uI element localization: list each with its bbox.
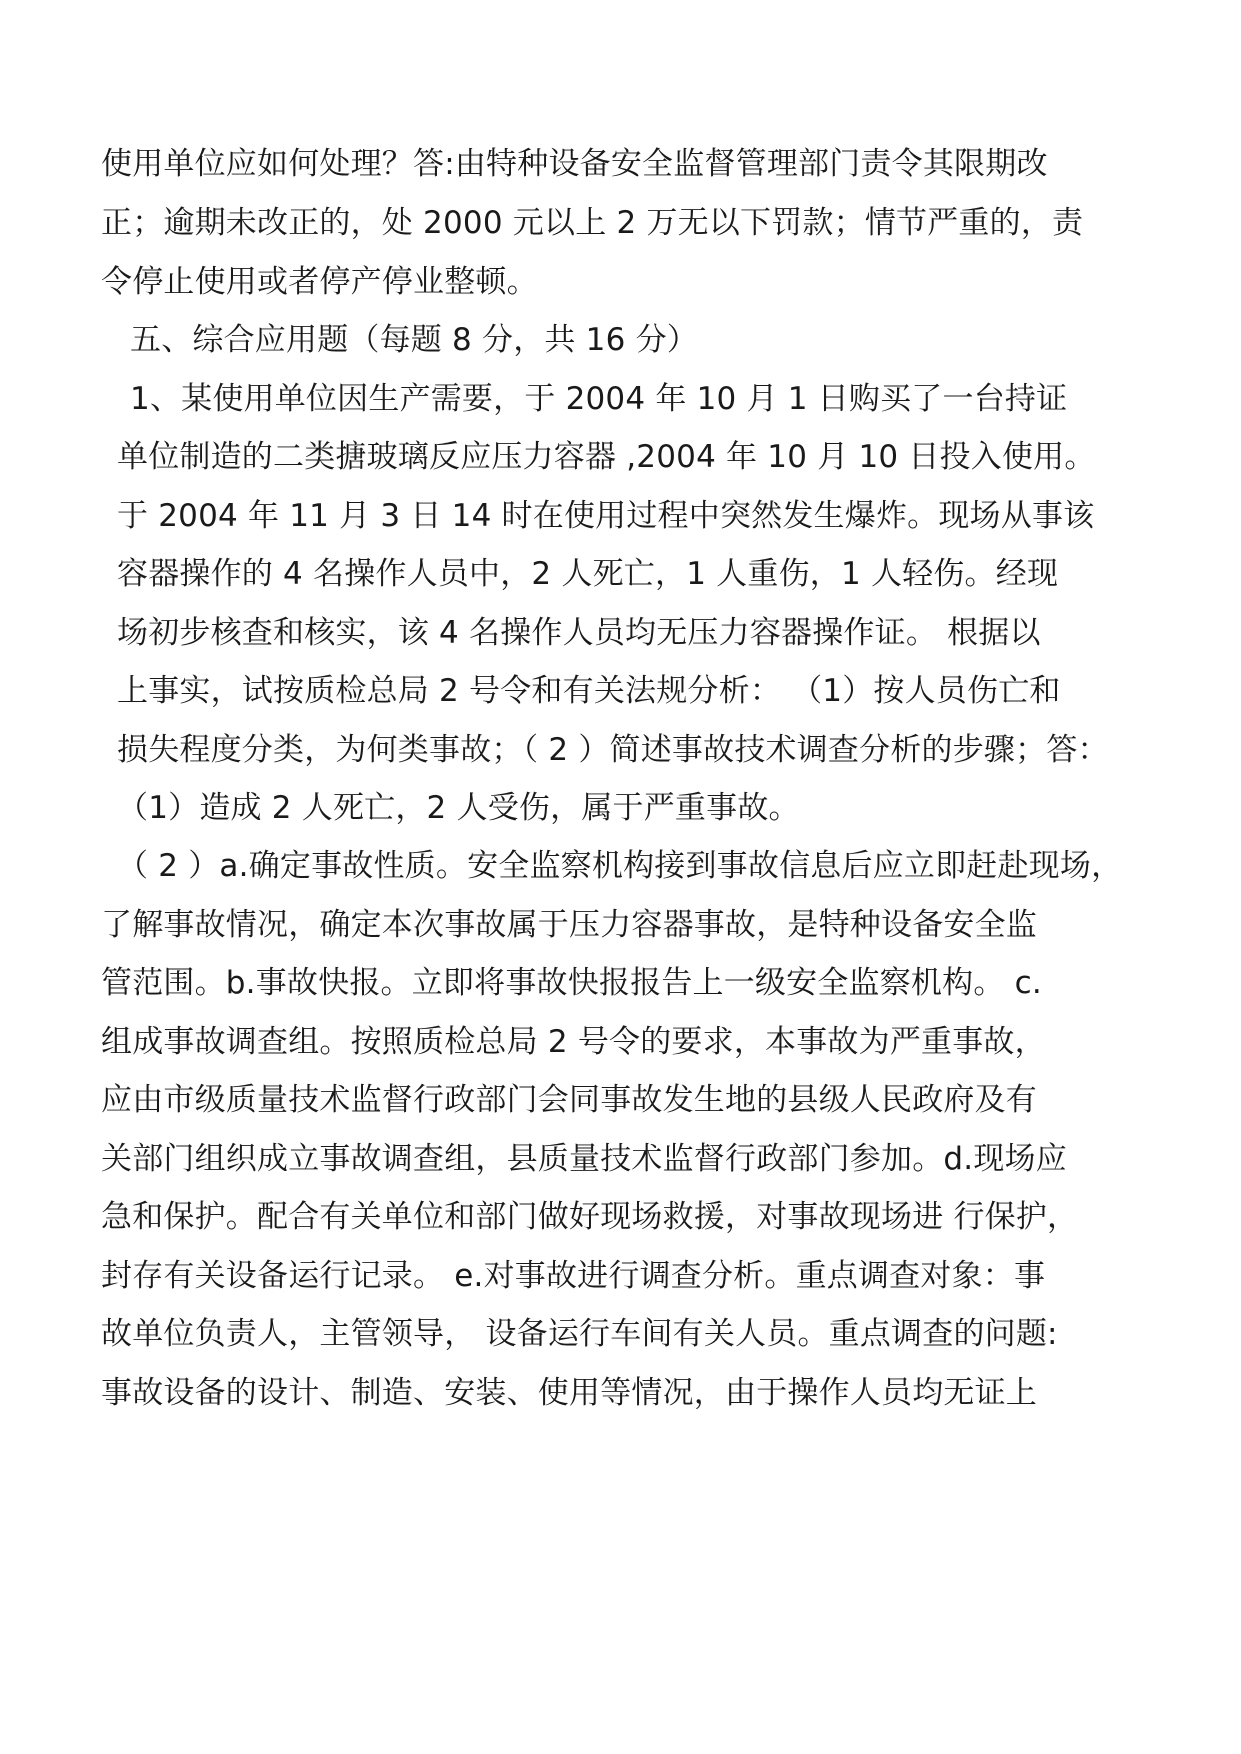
- text-line: 关部门组织成立事故调查组，县质量技术监督行政部门参加。d.现场应: [101, 1141, 1067, 1177]
- text-line: 封存有关设备运行记录。 e.对事故进行调查分析。重点调查对象：事: [101, 1258, 1046, 1294]
- text-line: 应由市级质量技术监督行政部门会同事故发生地的县级人民政府及有: [101, 1082, 1037, 1118]
- text-line: 单位制造的二类搪玻璃反应压力容器 ,2004 年 10 月 10 日投入使用。: [117, 439, 1096, 475]
- text-line: 损失程度分类，为何类事故；（ 2 ）简述事故技术调查分析的步骤；答：: [117, 732, 1109, 768]
- text-line: 管范围。b.事故快报。立即将事故快报报告上一级安全监察机构。 c.: [101, 965, 1042, 1001]
- text-line: 急和保护。配合有关单位和部门做好现场救援，对事故现场进 行保护，: [101, 1199, 1079, 1235]
- text-line: 事故设备的设计、制造、安装、使用等情况，由于操作人员均无证上: [101, 1375, 1037, 1411]
- text-line: 组成事故调查组。按照质检总局 2 号令的要求，本事故为严重事故，: [101, 1024, 1046, 1060]
- text-line: 了解事故情况，确定本次事故属于压力容器事故，是特种设备安全监: [101, 907, 1037, 943]
- text-line: 令停止使用或者停产停业整顿。: [101, 264, 538, 300]
- text-line: 1、某使用单位因生产需要，于 2004 年 10 月 1 日购买了一台持证: [130, 381, 1068, 417]
- text-line: 正；逾期未改正的，处 2000 元以上 2 万无以下罚款；情节严重的，责: [101, 205, 1084, 241]
- text-line: （ 2 ）a.确定事故性质。安全监察机构接到事故信息后应立即赶赴现场，: [117, 848, 1123, 884]
- text-line: 上事实，试按质检总局 2 号令和有关法规分析： （1）按人员伤亡和: [117, 673, 1061, 709]
- text-line: 容器操作的 4 名操作人员中，2 人死亡，1 人重伤，1 人轻伤。经现: [117, 556, 1059, 592]
- text-line: 使用单位应如何处理？答:由特种设备安全监督管理部门责令其限期改: [101, 146, 1048, 182]
- text-line: 故单位负责人，主管领导， 设备运行车间有关人员。重点调查的问题:: [101, 1316, 1058, 1352]
- section-heading: 五、综合应用题（每题 8 分，共 16 分）: [130, 322, 698, 358]
- text-line: 场初步核查和核实，该 4 名操作人员均无压力容器操作证。 根据以: [117, 615, 1041, 651]
- text-line: （1）造成 2 人死亡，2 人受伤，属于严重事故。: [117, 790, 800, 826]
- text-line: 于 2004 年 11 月 3 日 14 时在使用过程中突然发生爆炸。现场从事该: [117, 498, 1095, 534]
